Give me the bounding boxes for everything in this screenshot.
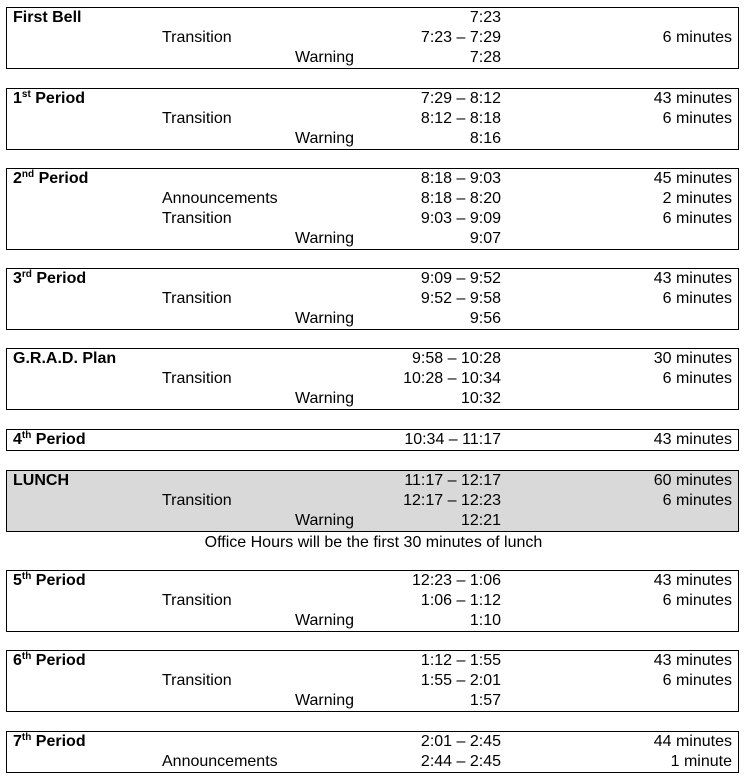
time-range: 7:23 (469, 9, 501, 26)
duration: 30 minutes (653, 350, 732, 367)
schedule-row (7, 369, 738, 389)
schedule-row (7, 269, 738, 289)
row-label: Transition (162, 110, 232, 127)
schedule-row (7, 89, 738, 109)
time-range: 10:34 – 11:17 (404, 431, 501, 448)
time-range: 7:29 – 8:12 (420, 90, 501, 107)
schedule-block (6, 470, 739, 532)
duration: 6 minutes (662, 370, 732, 387)
time-range: 9:56 (469, 310, 501, 327)
duration: 43 minutes (653, 572, 732, 589)
schedule-row (7, 349, 738, 369)
block-title: G.R.A.D. Plan (13, 350, 117, 367)
time-range: 9:58 – 10:28 (412, 350, 501, 367)
time-range: 10:32 (460, 390, 501, 407)
schedule-block (6, 268, 739, 330)
time-range: 1:12 – 1:55 (420, 652, 501, 669)
row-label: Transition (162, 210, 232, 227)
warning-label: Warning (295, 692, 354, 709)
duration: 6 minutes (662, 672, 732, 689)
row-label: Announcements (162, 190, 278, 207)
duration: 43 minutes (653, 90, 732, 107)
duration: 45 minutes (653, 170, 732, 187)
block-title: 4th Period (13, 430, 86, 448)
row-label: Transition (162, 370, 232, 387)
duration: 60 minutes (653, 472, 732, 489)
schedule-block (6, 88, 739, 150)
block-title: 1st Period (13, 89, 86, 107)
warning-label: Warning (295, 230, 354, 247)
schedule-row (7, 389, 738, 409)
schedule-row (7, 491, 738, 511)
warning-label: Warning (295, 512, 354, 529)
lunch-note: Office Hours will be the first 30 minutes of lunch (204, 534, 543, 551)
time-range: 8:16 (469, 130, 501, 147)
schedule-row (7, 169, 738, 189)
duration: 1 minute (670, 753, 732, 770)
schedule-row (7, 691, 738, 711)
duration: 6 minutes (662, 210, 732, 227)
time-range: 7:23 – 7:29 (420, 29, 501, 46)
warning-label: Warning (295, 310, 354, 327)
block-title: 5th Period (13, 571, 86, 589)
time-range: 9:09 – 9:52 (420, 270, 501, 287)
schedule-row (7, 209, 738, 229)
block-title: LUNCH (13, 472, 69, 489)
time-range: 12:17 – 12:23 (403, 492, 501, 509)
schedule-row (7, 591, 738, 611)
time-range: 1:06 – 1:12 (420, 592, 501, 609)
schedule-row (7, 28, 738, 48)
block-title: 3rd Period (13, 269, 87, 287)
warning-label: Warning (295, 390, 354, 407)
block-title: First Bell (13, 9, 82, 26)
schedule-row (7, 109, 738, 129)
schedule-row (7, 309, 738, 329)
block-title: 6th Period (13, 651, 86, 669)
time-range: 7:28 (469, 49, 501, 66)
duration: 6 minutes (662, 290, 732, 307)
row-label: Transition (162, 592, 232, 609)
schedule-row (7, 571, 738, 591)
duration: 43 minutes (653, 431, 732, 448)
time-range: 2:01 – 2:45 (420, 733, 501, 750)
duration: 6 minutes (662, 592, 732, 609)
schedule-row (7, 48, 738, 68)
time-range: 11:17 – 12:17 (404, 472, 501, 489)
warning-label: Warning (295, 612, 354, 629)
schedule-row (7, 671, 738, 691)
duration: 6 minutes (662, 29, 732, 46)
block-title: 7th Period (13, 732, 86, 750)
schedule-row (7, 8, 738, 28)
duration: 44 minutes (653, 733, 732, 750)
time-range: 9:52 – 9:58 (420, 290, 501, 307)
schedule-block (6, 650, 739, 712)
time-range: 8:12 – 8:18 (420, 110, 501, 127)
time-range: 2:44 – 2:45 (420, 753, 501, 770)
time-range: 1:55 – 2:01 (420, 672, 501, 689)
row-label: Transition (162, 29, 232, 46)
time-range: 10:28 – 10:34 (403, 370, 501, 387)
schedule-row (7, 189, 738, 209)
schedule-block (6, 7, 739, 69)
warning-label: Warning (295, 130, 354, 147)
duration: 6 minutes (662, 492, 732, 509)
schedule-row (7, 511, 738, 531)
schedule-row (7, 732, 738, 752)
row-label: Transition (162, 672, 232, 689)
time-range: 1:57 (469, 692, 501, 709)
time-range: 8:18 – 8:20 (420, 190, 501, 207)
time-range: 12:23 – 1:06 (412, 572, 501, 589)
time-range: 12:21 (460, 512, 501, 529)
duration: 43 minutes (653, 270, 732, 287)
schedule-row (7, 611, 738, 631)
schedule-block (6, 168, 739, 250)
row-label: Transition (162, 492, 232, 509)
time-range: 1:10 (469, 612, 501, 629)
schedule-row (7, 129, 738, 149)
time-range: 8:18 – 9:03 (420, 170, 501, 187)
schedule-block (6, 731, 739, 773)
time-range: 9:03 – 9:09 (420, 210, 501, 227)
row-label: Transition (162, 290, 232, 307)
schedule-row (7, 289, 738, 309)
duration: 2 minutes (662, 190, 732, 207)
block-title: 2nd Period (13, 169, 89, 187)
schedule-row (7, 471, 738, 491)
schedule-block (6, 429, 739, 451)
schedule-block (6, 348, 739, 410)
schedule-block (6, 570, 739, 632)
schedule-row (7, 752, 738, 772)
time-range: 9:07 (469, 230, 501, 247)
warning-label: Warning (295, 49, 354, 66)
schedule-row (7, 430, 738, 450)
schedule-row (7, 651, 738, 671)
duration: 43 minutes (653, 652, 732, 669)
duration: 6 minutes (662, 110, 732, 127)
schedule-row (7, 229, 738, 249)
row-label: Announcements (162, 753, 278, 770)
